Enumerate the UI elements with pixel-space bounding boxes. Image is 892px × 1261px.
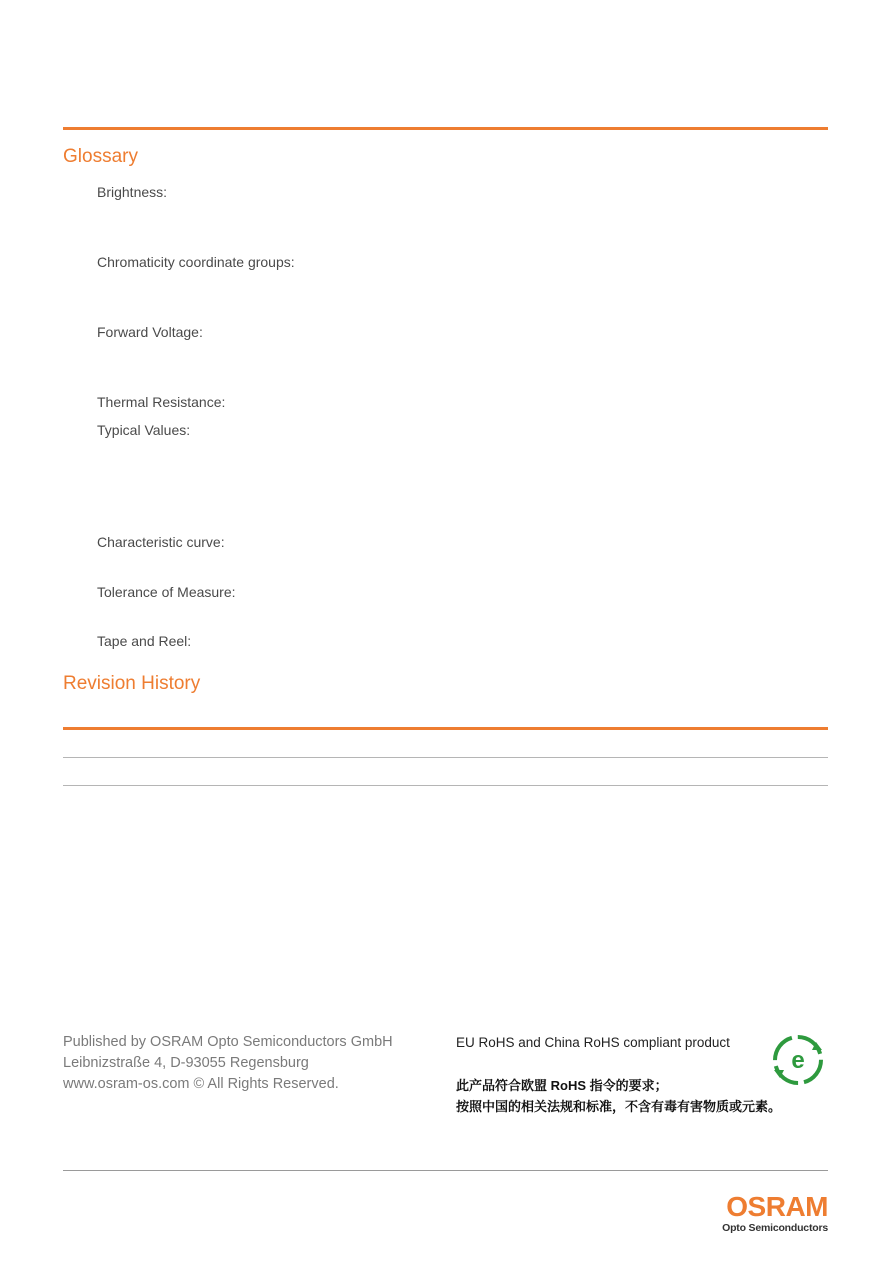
glossary-term-typical-values: Typical Values: xyxy=(97,422,191,438)
top-divider xyxy=(63,127,828,130)
glossary-term-forward-voltage: Forward Voltage: xyxy=(97,324,203,340)
osram-logo xyxy=(722,1193,828,1234)
rohs-statement-cn xyxy=(456,1075,781,1117)
rohs-cn-line-2: 按照中国的相关法规和标准，不含有毒有害物质或元素。 xyxy=(456,1099,782,1114)
rohs-cn-line-1: 此产品符合欧盟 RoHS 指令的要求； xyxy=(456,1078,668,1093)
rohs-logo-letter: e xyxy=(791,1047,805,1074)
glossary-term-thermal-resistance: Thermal Resistance: xyxy=(97,394,226,410)
glossary-term-brightness: Brightness: xyxy=(97,184,168,200)
glossary-term-tolerance: Tolerance of Measure: xyxy=(97,584,236,600)
osram-wordmark: OSRAM xyxy=(726,1191,828,1222)
glossary-term-chromaticity: Chromaticity coordinate groups: xyxy=(97,254,295,270)
glossary-term-tape-reel: Tape and Reel: xyxy=(97,633,192,649)
revision-table-bottom-rule xyxy=(63,785,828,786)
revision-table-row-rule xyxy=(63,757,828,758)
publisher-line: Published by OSRAM Opto Semiconductors GmbH xyxy=(63,1034,393,1050)
rohs-statement-en: EU RoHS and China RoHS compliant product xyxy=(456,1035,730,1050)
revision-history-title: Revision History xyxy=(63,673,201,694)
revision-table-header-rule xyxy=(63,727,828,730)
glossary-term-characteristic-curve: Characteristic curve: xyxy=(97,534,225,550)
rohs-e-recycle-icon xyxy=(772,1034,824,1086)
footer-divider xyxy=(63,1170,828,1171)
osram-subtitle: Opto Semiconductors xyxy=(722,1222,828,1234)
glossary-title: Glossary xyxy=(63,146,138,167)
publisher-copyright: www.osram-os.com © All Rights Reserved. xyxy=(63,1076,339,1092)
publisher-info xyxy=(63,1032,393,1095)
publisher-address: Leibnizstraße 4, D-93055 Regensburg xyxy=(63,1055,309,1071)
